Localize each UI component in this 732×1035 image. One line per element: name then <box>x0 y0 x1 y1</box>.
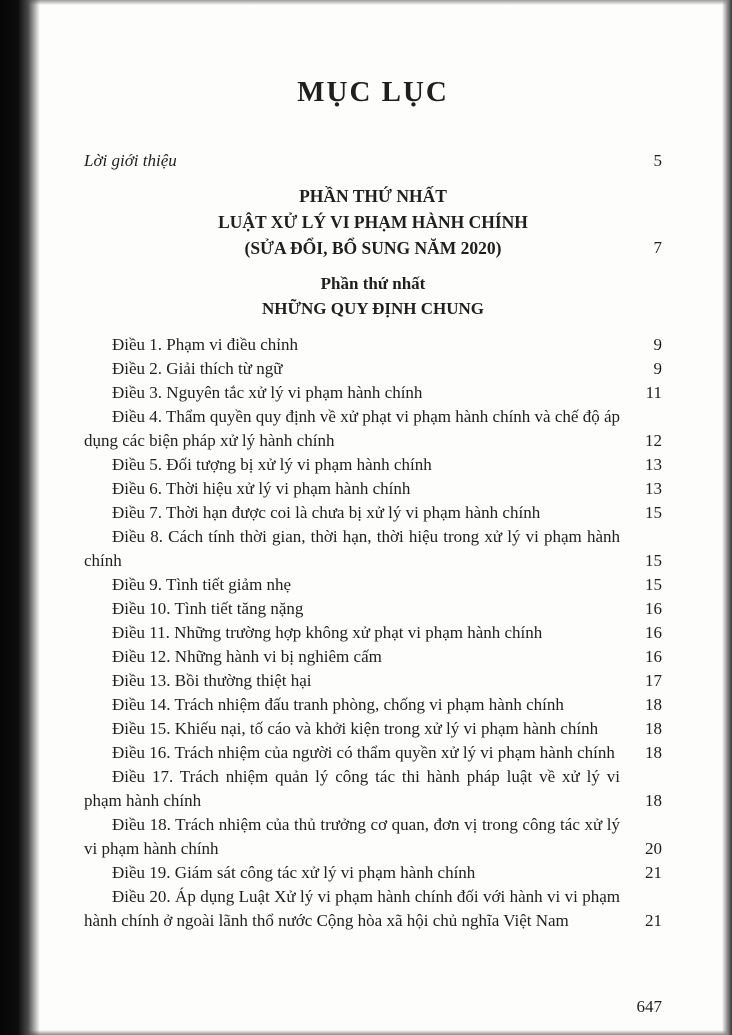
toc-entry <box>84 885 662 933</box>
toc-entry <box>84 573 662 597</box>
toc-entry <box>84 525 662 573</box>
toc-entry-page-number: 21 <box>645 911 662 930</box>
toc-entry-text: Điều 2. Giải thích từ ngữ <box>112 359 283 378</box>
toc-entry <box>84 813 662 861</box>
toc-entry-text: Điều 6. Thời hiệu xử lý vi phạm hành chính <box>112 479 411 498</box>
part-heading-line2: LUẬT XỬ LÝ VI PHẠM HÀNH CHÍNH <box>218 212 528 232</box>
toc-entry <box>84 741 662 765</box>
toc-entry <box>84 621 662 645</box>
toc-entry <box>84 405 662 453</box>
toc-entry-page-number: 11 <box>645 383 662 402</box>
toc-entries <box>84 333 662 933</box>
toc-entry-page-number: 9 <box>653 335 662 354</box>
toc-entry-text: Điều 4. Thẩm quyền quy định về xử phạt vi phạm hành chính và chế độ áp dụng các biện pháp xử lý hành chính <box>84 407 620 450</box>
toc-entry-page-number: 17 <box>645 671 662 690</box>
part-heading-line1: PHẦN THỨ NHẤT <box>299 186 447 206</box>
toc-entry-page-number: 16 <box>645 599 662 618</box>
toc-entry-text: Điều 5. Đối tượng bị xử lý vi phạm hành chính <box>112 455 432 474</box>
toc-entry-page-number: 13 <box>645 455 662 474</box>
toc-entry-page-number: 13 <box>645 479 662 498</box>
chapter-heading <box>84 271 662 321</box>
toc-entry <box>84 717 662 741</box>
folio-page-number: 647 <box>636 997 662 1016</box>
toc-entry <box>84 645 662 669</box>
part-heading <box>84 183 662 261</box>
toc-entry <box>84 453 662 477</box>
toc-entry <box>84 501 662 525</box>
toc-entry-text: Điều 15. Khiếu nại, tố cáo và khởi kiện trong xử lý vi phạm hành chính <box>112 719 599 738</box>
toc-entry-text: Điều 13. Bồi thường thiệt hại <box>112 671 312 690</box>
part-heading-line3: (SỬA ĐỔI, BỔ SUNG NĂM 2020) <box>244 238 502 258</box>
toc-entry-page-number: 16 <box>645 623 662 642</box>
page-edge-bottom-shadow <box>0 1030 732 1035</box>
toc-intro-row <box>84 149 662 173</box>
toc-entry-page-number: 18 <box>645 743 662 762</box>
toc-entry-page-number: 12 <box>645 431 662 450</box>
toc-entry-page-number: 18 <box>645 791 662 810</box>
toc-entry-text: Điều 16. Trách nhiệm của người có thẩm quyền xử lý vi phạm hành chính <box>112 743 615 762</box>
toc-entry-page-number: 9 <box>653 359 662 378</box>
page-title: MỤC LỤC <box>297 76 449 108</box>
toc-entry-page-number: 18 <box>645 695 662 714</box>
intro-label: Lời giới thiệu <box>84 151 177 170</box>
toc-entry-text: Điều 18. Trách nhiệm của thủ trưởng cơ quan, đơn vị trong công tác xử lý vi phạm hành chính <box>84 815 620 858</box>
toc-entry-page-number: 18 <box>645 719 662 738</box>
chapter-heading-line1: Phần thứ nhất <box>320 274 426 293</box>
toc-entry-text: Điều 7. Thời hạn được coi là chưa bị xử lý vi phạm hành chính <box>112 503 541 522</box>
toc-entry-page-number: 16 <box>645 647 662 666</box>
toc-entry-text: Điều 11. Những trường hợp không xử phạt vi phạm hành chính <box>112 623 543 642</box>
toc-entry-text: Điều 12. Những hành vi bị nghiêm cấm <box>112 647 382 666</box>
toc-entry <box>84 693 662 717</box>
toc-entry-text: Điều 19. Giám sát công tác xử lý vi phạm hành chính <box>112 863 476 882</box>
intro-page-number: 5 <box>653 151 662 170</box>
toc-entry-page-number: 15 <box>645 575 662 594</box>
toc-entry <box>84 357 662 381</box>
toc-entry <box>84 477 662 501</box>
part-heading-page-number: 7 <box>653 238 662 257</box>
toc-entry-page-number: 21 <box>645 863 662 882</box>
toc-entry-page-number: 15 <box>645 503 662 522</box>
toc-entry-text: Điều 8. Cách tính thời gian, thời hạn, thời hiệu trong xử lý vi phạm hành chính <box>84 527 620 570</box>
toc-entry <box>84 669 662 693</box>
toc-entry-page-number: 20 <box>645 839 662 858</box>
toc-entry <box>84 861 662 885</box>
toc-entry-text: Điều 9. Tình tiết giảm nhẹ <box>112 575 292 594</box>
toc-entry-text: Điều 10. Tình tiết tăng nặng <box>112 599 304 618</box>
toc-entry-text: Điều 1. Phạm vi điều chỉnh <box>112 335 299 354</box>
toc-entry <box>84 765 662 813</box>
toc-entry-page-number: 15 <box>645 551 662 570</box>
chapter-heading-line2: NHỮNG QUY ĐỊNH CHUNG <box>261 299 485 318</box>
toc-entry-text: Điều 17. Trách nhiệm quản lý công tác thi hành pháp luật về xử lý vi phạm hành chính <box>84 767 620 810</box>
toc-entry <box>84 381 662 405</box>
toc-entry-text: Điều 14. Trách nhiệm đấu tranh phòng, chống vi phạm hành chính <box>112 695 564 714</box>
toc-entry <box>84 333 662 357</box>
toc-entry-text: Điều 20. Áp dụng Luật Xử lý vi phạm hành chính đối với hành vi vi phạm hành chính ở ngoài lãnh thổ nước Cộng hòa xã hội chủ nghĩa Việt Nam <box>84 887 620 930</box>
toc-entry-text: Điều 3. Nguyên tắc xử lý vi phạm hành chính <box>112 383 423 402</box>
toc-entry <box>84 597 662 621</box>
